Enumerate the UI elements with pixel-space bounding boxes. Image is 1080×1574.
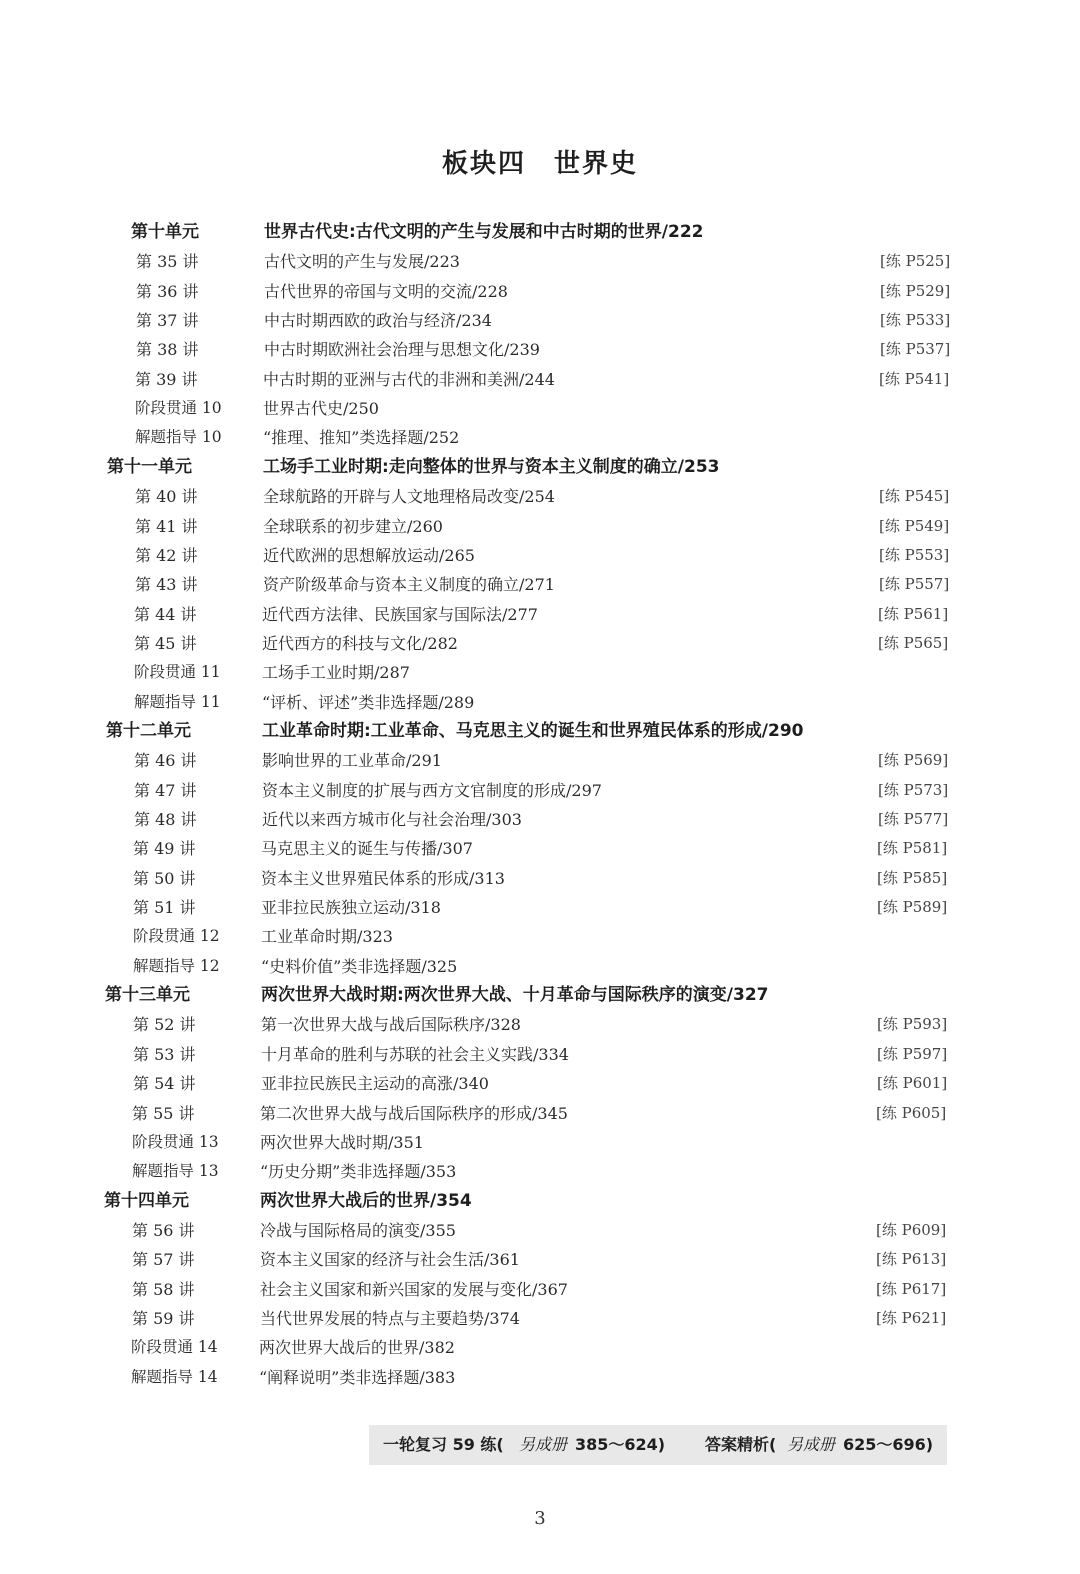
toc-title: 第一次世界大战与战后国际秩序/328 xyxy=(261,1015,521,1034)
toc-practice-ref: [练 P533] xyxy=(880,311,951,329)
toc-label: 第 47 讲 xyxy=(134,781,197,800)
toc-sub-row xyxy=(0,922,1080,951)
toc-label: 第 55 讲 xyxy=(132,1104,195,1123)
toc-lecture-row xyxy=(0,1010,1080,1039)
toc-title: 近代西方的科技与文化/282 xyxy=(262,634,458,653)
toc-label: 阶段贯通 14 xyxy=(131,1338,218,1356)
toc-sub-row xyxy=(0,658,1080,687)
toc-title: 两次世界大战后的世界/354 xyxy=(260,1191,472,1211)
toc-lecture-row xyxy=(0,541,1080,570)
toc-practice-ref: [练 P621] xyxy=(876,1309,947,1327)
toc-label: 第 50 讲 xyxy=(133,869,196,888)
toc-label: 第 35 讲 xyxy=(136,252,199,271)
toc-practice-ref: [练 P569] xyxy=(878,751,949,769)
toc-label: 解题指导 14 xyxy=(131,1368,218,1386)
toc-practice-ref: [练 P541] xyxy=(879,370,950,388)
toc-practice-ref: [练 P529] xyxy=(880,282,951,300)
toc-lecture-row xyxy=(0,1099,1080,1128)
toc-title: 古代世界的帝国与文明的交流/228 xyxy=(264,282,508,301)
toc-title: 中古时期的亚洲与古代的非洲和美洲/244 xyxy=(263,370,555,389)
toc-lecture-row xyxy=(0,805,1080,834)
toc-sub-row xyxy=(0,1363,1080,1392)
toc-practice-ref: [练 P613] xyxy=(876,1250,947,1268)
toc-label: 第 39 讲 xyxy=(135,370,198,389)
toc-practice-ref: [练 P593] xyxy=(877,1015,948,1033)
toc-label: 第 59 讲 xyxy=(132,1309,195,1328)
toc-lecture-row xyxy=(0,1216,1080,1245)
footer-box xyxy=(369,1425,947,1465)
toc-label: 第 46 讲 xyxy=(134,751,197,770)
footer-review-italic: 另成册 xyxy=(519,1435,568,1454)
toc-label: 解题指导 12 xyxy=(133,957,220,975)
toc-lecture-row xyxy=(0,893,1080,922)
toc-lecture-row xyxy=(0,629,1080,658)
toc-label: 第 53 讲 xyxy=(133,1045,196,1064)
toc-unit-row xyxy=(0,218,1080,247)
toc-practice-ref: [练 P601] xyxy=(877,1074,948,1092)
toc-unit-row xyxy=(0,717,1080,746)
toc-title: 全球航路的开辟与人文地理格局改变/254 xyxy=(263,487,555,506)
toc-label: 解题指导 10 xyxy=(135,428,222,446)
toc-lecture-row xyxy=(0,512,1080,541)
toc-title: 马克思主义的诞生与传播/307 xyxy=(261,839,473,858)
toc-title: 两次世界大战时期/351 xyxy=(260,1133,424,1152)
toc-practice-ref: [练 P617] xyxy=(876,1280,947,1298)
toc-title: 资产阶级革命与资本主义制度的确立/271 xyxy=(263,575,555,594)
toc-lecture-row xyxy=(0,247,1080,276)
toc-label: 第十一单元 xyxy=(107,457,192,477)
toc-lecture-row xyxy=(0,600,1080,629)
toc-practice-ref: [练 P525] xyxy=(880,252,951,270)
toc-label: 阶段贯通 10 xyxy=(135,399,222,417)
toc-unit-row xyxy=(0,981,1080,1010)
toc-label: 阶段贯通 12 xyxy=(133,927,220,945)
toc-label: 第 36 讲 xyxy=(136,282,199,301)
toc-title: 当代世界发展的特点与主要趋势/374 xyxy=(260,1309,520,1328)
toc-sub-row xyxy=(0,1333,1080,1362)
toc-label: 第 49 讲 xyxy=(133,839,196,858)
footer-review-range: 385～624) xyxy=(575,1435,666,1454)
toc-lecture-row xyxy=(0,864,1080,893)
toc-label: 第 44 讲 xyxy=(134,605,197,624)
toc-title: 工场手工业时期/287 xyxy=(262,663,410,682)
toc-practice-ref: [练 P609] xyxy=(876,1221,947,1239)
toc-title: 亚非拉民族独立运动/318 xyxy=(261,898,441,917)
toc-lecture-row xyxy=(0,365,1080,394)
toc-title: 近代西方法律、民族国家与国际法/277 xyxy=(262,605,538,624)
toc-title: 全球联系的初步建立/260 xyxy=(263,517,443,536)
toc-label: 第 41 讲 xyxy=(135,517,198,536)
toc-practice-ref: [练 P585] xyxy=(877,869,948,887)
toc-practice-ref: [练 P605] xyxy=(876,1104,947,1122)
footer-answer-text: 答案精析( xyxy=(705,1435,777,1454)
toc-label: 第 54 讲 xyxy=(133,1074,196,1093)
toc-label: 解题指导 13 xyxy=(132,1162,219,1180)
toc-label: 第十三单元 xyxy=(105,985,190,1005)
toc-title: “史料价值”类非选择题/325 xyxy=(261,957,458,976)
toc-practice-ref: [练 P597] xyxy=(877,1045,948,1063)
footer-review-text: 一轮复习 59 练( xyxy=(383,1435,504,1454)
toc-label: 第 48 讲 xyxy=(134,810,197,829)
toc-practice-ref: [练 P549] xyxy=(879,517,950,535)
toc-unit-row xyxy=(0,453,1080,482)
toc-title: 影响世界的工业革命/291 xyxy=(262,751,442,770)
toc-practice-ref: [练 P565] xyxy=(878,634,949,652)
toc-practice-ref: [练 P581] xyxy=(877,839,948,857)
toc-label: 第 52 讲 xyxy=(133,1015,196,1034)
toc-sub-row xyxy=(0,1128,1080,1157)
toc-label: 第 38 讲 xyxy=(136,340,199,359)
toc-lecture-row xyxy=(0,1069,1080,1098)
toc-practice-ref: [练 P577] xyxy=(878,810,949,828)
toc-sub-row xyxy=(0,1157,1080,1186)
toc-label: 第 37 讲 xyxy=(136,311,199,330)
toc-title: 冷战与国际格局的演变/355 xyxy=(260,1221,456,1240)
toc-title: 近代欧洲的思想解放运动/265 xyxy=(263,546,475,565)
toc-title: 资本主义制度的扩展与西方文官制度的形成/297 xyxy=(262,781,602,800)
toc-lecture-row xyxy=(0,1275,1080,1304)
toc-practice-ref: [练 P561] xyxy=(878,605,949,623)
toc-title: “历史分期”类非选择题/353 xyxy=(260,1162,457,1181)
toc-title: 亚非拉民族民主运动的高涨/340 xyxy=(261,1074,489,1093)
toc-title: 十月革命的胜利与苏联的社会主义实践/334 xyxy=(261,1045,569,1064)
toc-practice-ref: [练 P545] xyxy=(879,487,950,505)
toc-practice-ref: [练 P557] xyxy=(879,575,950,593)
toc-title: 资本主义国家的经济与社会生活/361 xyxy=(260,1250,520,1269)
toc-lecture-row xyxy=(0,570,1080,599)
toc-title: 世界古代史/250 xyxy=(263,399,379,418)
toc-title: 两次世界大战后的世界/382 xyxy=(259,1338,455,1357)
toc-sub-row xyxy=(0,394,1080,423)
toc-title: 工业革命时期/323 xyxy=(261,927,393,946)
toc-lecture-row xyxy=(0,776,1080,805)
toc-title: “评析、评述”类非选择题/289 xyxy=(262,693,475,712)
toc-title: 资本主义世界殖民体系的形成/313 xyxy=(261,869,505,888)
toc-label: 第 45 讲 xyxy=(134,634,197,653)
toc-sub-row xyxy=(0,423,1080,452)
toc-lecture-row xyxy=(0,335,1080,364)
toc-label: 阶段贯通 13 xyxy=(132,1133,219,1151)
toc-title: 古代文明的产生与发展/223 xyxy=(264,252,460,271)
toc-practice-ref: [练 P589] xyxy=(877,898,948,916)
toc-title: 中古时期欧洲社会治理与思想文化/239 xyxy=(264,340,540,359)
toc-title: 第二次世界大战与战后国际秩序的形成/345 xyxy=(260,1104,568,1123)
toc-practice-ref: [练 P537] xyxy=(880,340,951,358)
toc-label: 第 58 讲 xyxy=(132,1280,195,1299)
toc-label: 第 51 讲 xyxy=(133,898,196,917)
toc-lecture-row xyxy=(0,306,1080,335)
toc-practice-ref: [练 P573] xyxy=(878,781,949,799)
toc-title: 工业革命时期:工业革命、马克思主义的诞生和世界殖民体系的形成/290 xyxy=(262,721,804,741)
toc-lecture-row xyxy=(0,482,1080,511)
toc-title: 工场手工业时期:走向整体的世界与资本主义制度的确立/253 xyxy=(263,457,720,477)
toc-label: 第 40 讲 xyxy=(135,487,198,506)
toc-sub-row xyxy=(0,952,1080,981)
footer-answer-range: 625～696) xyxy=(843,1435,934,1454)
toc-label: 第十单元 xyxy=(131,222,199,242)
toc-title: “推理、推知”类选择题/252 xyxy=(263,428,460,447)
toc-lecture-row xyxy=(0,746,1080,775)
toc-title: 两次世界大战时期:两次世界大战、十月革命与国际秩序的演变/327 xyxy=(261,985,769,1005)
toc-label: 第 43 讲 xyxy=(135,575,198,594)
footer-answer-italic: 另成册 xyxy=(787,1435,836,1454)
toc-label: 解题指导 11 xyxy=(134,693,221,711)
toc-lecture-row xyxy=(0,1040,1080,1069)
toc-title: “阐释说明”类非选择题/383 xyxy=(259,1368,456,1387)
toc-sub-row xyxy=(0,688,1080,717)
toc-title: 世界古代史:古代文明的产生与发展和中古时期的世界/222 xyxy=(264,222,704,242)
toc-lecture-row xyxy=(0,1304,1080,1333)
toc-lecture-row xyxy=(0,1245,1080,1274)
toc-label: 第十二单元 xyxy=(106,721,191,741)
toc-lecture-row xyxy=(0,834,1080,863)
toc-label: 第 42 讲 xyxy=(135,546,198,565)
page-number: 3 xyxy=(534,1508,546,1529)
toc-title: 社会主义国家和新兴国家的发展与变化/367 xyxy=(260,1280,568,1299)
toc-lecture-row xyxy=(0,277,1080,306)
toc-label: 第 56 讲 xyxy=(132,1221,195,1240)
toc-label: 阶段贯通 11 xyxy=(134,663,221,681)
toc-label: 第 57 讲 xyxy=(132,1250,195,1269)
toc-title: 近代以来西方城市化与社会治理/303 xyxy=(262,810,522,829)
toc-practice-ref: [练 P553] xyxy=(879,546,950,564)
toc-label: 第十四单元 xyxy=(104,1191,189,1211)
section-title: 板块四 世界史 xyxy=(441,149,638,179)
toc-title: 中古时期西欧的政治与经济/234 xyxy=(264,311,492,330)
toc-unit-row xyxy=(0,1187,1080,1216)
